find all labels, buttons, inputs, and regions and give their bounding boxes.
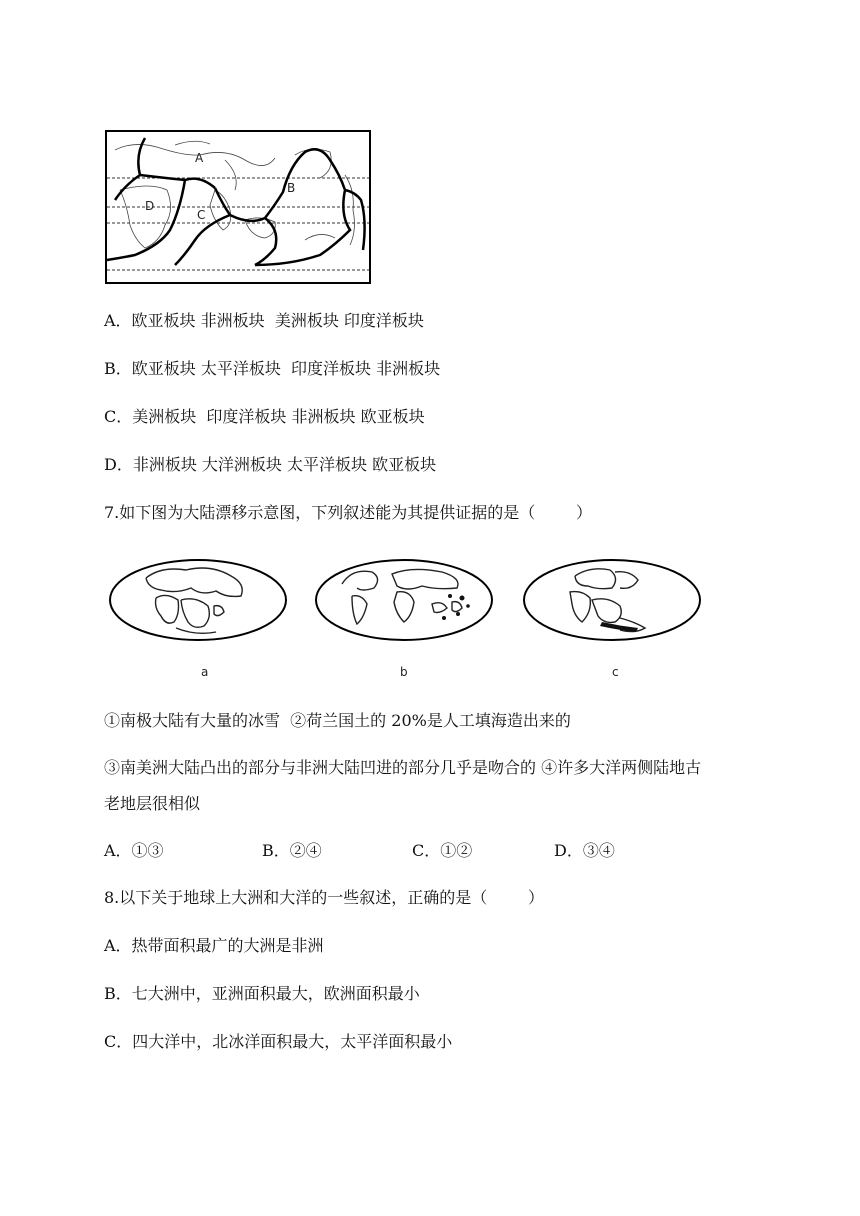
q8-question: 8.以下关于地球上大洲和大洋的一些叙述，正确的是（ ） [104,888,544,907]
drift-figure-a [106,556,290,680]
q6-option-c: C．美洲板块 印度洋板块 非洲板块 欧亚板块 [104,407,425,426]
plate-label-d: D [145,199,155,213]
q7-option-d: D．③④ [554,841,615,860]
drift-figure-c [520,556,704,680]
q8-option-b: B．七大洲中，亚洲面积最大，欧洲面积最小 [104,984,420,1003]
plate-label-a: A [195,151,204,165]
q7-statement-line-1: ①南极大陆有大量的冰雪 ②荷兰国土的 20%是人工填海造出来的 [104,711,571,730]
drift-label-c: c [612,665,619,679]
q6-option-a: A．欧亚板块 非洲板块 美洲板块 印度洋板块 [104,311,424,330]
plate-label-c: C [197,208,206,222]
q7-option-b: B．②④ [262,841,322,860]
q7-option-c: C．①② [412,841,473,860]
q8-option-c: C．四大洋中，北冰洋面积最大，太平洋面积最小 [104,1032,453,1051]
drift-figure-b [312,556,496,680]
plate-label-b: B [287,181,296,195]
q7-option-a: A．①③ [104,841,164,860]
q6-option-b: B．欧亚板块 太平洋板块 印度洋板块 非洲板块 [104,359,441,378]
q7-statement-line-2: ③南美洲大陆凸出的部分与非洲大陆凹进的部分几乎是吻合的 ④许多大洋两侧陆地古 [104,758,702,777]
plate-map-figure [105,130,371,284]
drift-label-b: b [400,665,408,679]
q7-statement-line-3: 老地层很相似 [104,794,201,813]
q6-option-d: D．非洲板块 大洋洲板块 太平洋板块 欧亚板块 [104,455,437,474]
q7-question: 7.如下图为大陆漂移示意图，下列叙述能为其提供证据的是（ ） [104,503,592,522]
q8-option-a: A．热带面积最广的大洲是非洲 [104,936,324,955]
drift-label-a: a [201,665,209,679]
